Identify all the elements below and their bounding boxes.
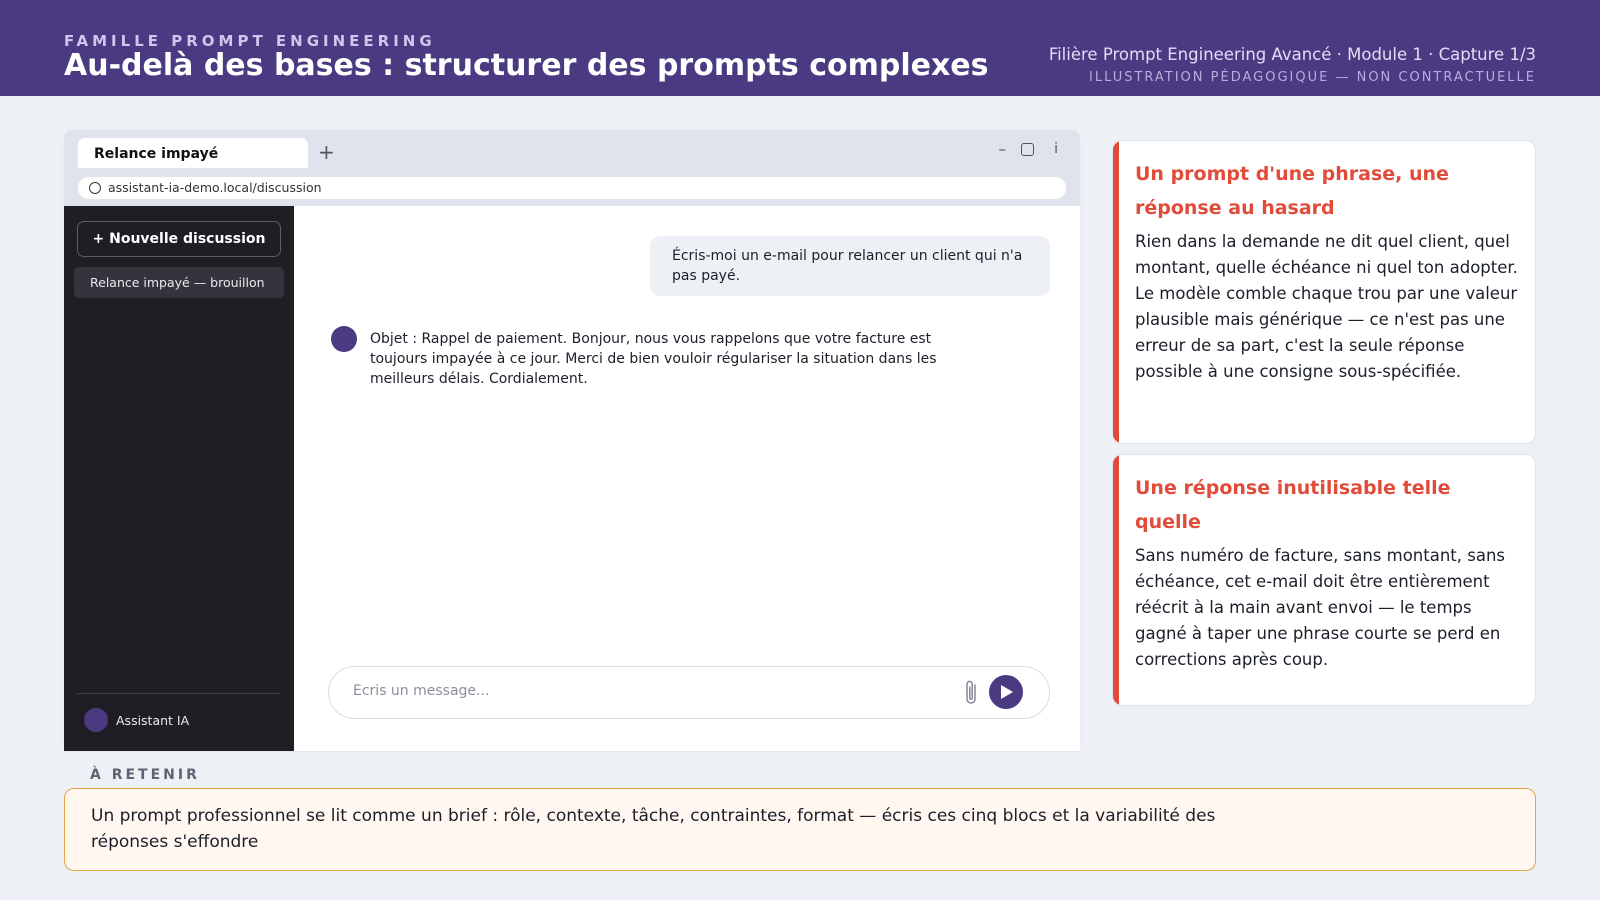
- sidebar: [64, 206, 294, 751]
- conversation-item[interactable]: Relance impayé — brouillon: [74, 267, 284, 298]
- paperclip-icon[interactable]: [959, 678, 985, 708]
- browser-window: [64, 130, 1080, 751]
- callout-body: Rien dans la demande ne dit quel client, quel montant, quelle échéance ni quel ton adopter. Le modèle comble chaque trou par une valeur plausible mais générique — ce n'est pas une erreur de sa part, c'est la seule réponse possible à une consigne sous-spécifiée.: [1135, 232, 1518, 381]
- takeaway-label: À RETENIR: [90, 767, 200, 783]
- send-button[interactable]: [989, 675, 1023, 709]
- chat-pane: [294, 206, 1080, 751]
- assistant-message: Objet : Rappel de paiement. Bonjour, nous vous rappelons que votre facture est toujours impayée à ce jour. Merci de bien vouloir régulariser la situation dans les meilleurs délais. Cordialement.: [370, 331, 937, 387]
- callout-title: Une réponse inutilisable telle quelle: [1135, 477, 1451, 533]
- header-meta: Filière Prompt Engineering Avancé · Module 1 · Capture 1/3: [1048, 45, 1536, 64]
- sidebar-divider: [77, 693, 281, 694]
- header-disclaimer: ILLUSTRATION PÉDAGOGIQUE — NON CONTRACTUELLE: [1089, 70, 1536, 85]
- site-info-icon: [89, 182, 101, 194]
- maximize-icon[interactable]: [1021, 143, 1034, 156]
- message-input[interactable]: [353, 683, 933, 699]
- callout-body: Sans numéro de facture, sans montant, sans échéance, cet e-mail doit être entièrement réécrit à la main avant envoi — le temps gagné à taper une phrase courte se perd en corrections après coup.: [1135, 546, 1506, 669]
- send-icon: [1000, 684, 1014, 700]
- assistant-avatar: [331, 326, 357, 352]
- callout-card: [1112, 140, 1536, 444]
- address-bar[interactable]: [78, 177, 1066, 199]
- new-chat-button[interactable]: + Nouvelle discussion: [77, 221, 281, 257]
- chat-app: [64, 206, 1080, 751]
- info-icon[interactable]: i: [1054, 141, 1058, 157]
- user-name: Assistant IA: [116, 713, 190, 728]
- browser-tab[interactable]: Relance impayé: [78, 138, 308, 168]
- message-composer: [328, 666, 1050, 719]
- user-message: Écris-moi un e-mail pour relancer un client qui n'a pas payé.: [650, 236, 1050, 296]
- callout-title: Un prompt d'une phrase, une réponse au hasard: [1135, 163, 1449, 219]
- new-tab-button[interactable]: +: [318, 140, 335, 164]
- header-band: [0, 0, 1600, 96]
- callout-card: [1112, 454, 1536, 706]
- minimize-icon[interactable]: –: [998, 140, 1006, 158]
- avatar: [84, 708, 108, 732]
- header-kicker: FAMILLE PROMPT ENGINEERING: [64, 32, 436, 50]
- takeaway-box: Un prompt professionnel se lit comme un brief : rôle, contexte, tâche, contraintes, format — écris ces cinq blocs et la variabilité des réponses s'effondre: [64, 788, 1536, 871]
- page-title: Au-delà des bases : structurer des prompts complexes: [64, 48, 989, 83]
- address-bar-url: assistant-ia-demo.local/discussion: [108, 180, 322, 195]
